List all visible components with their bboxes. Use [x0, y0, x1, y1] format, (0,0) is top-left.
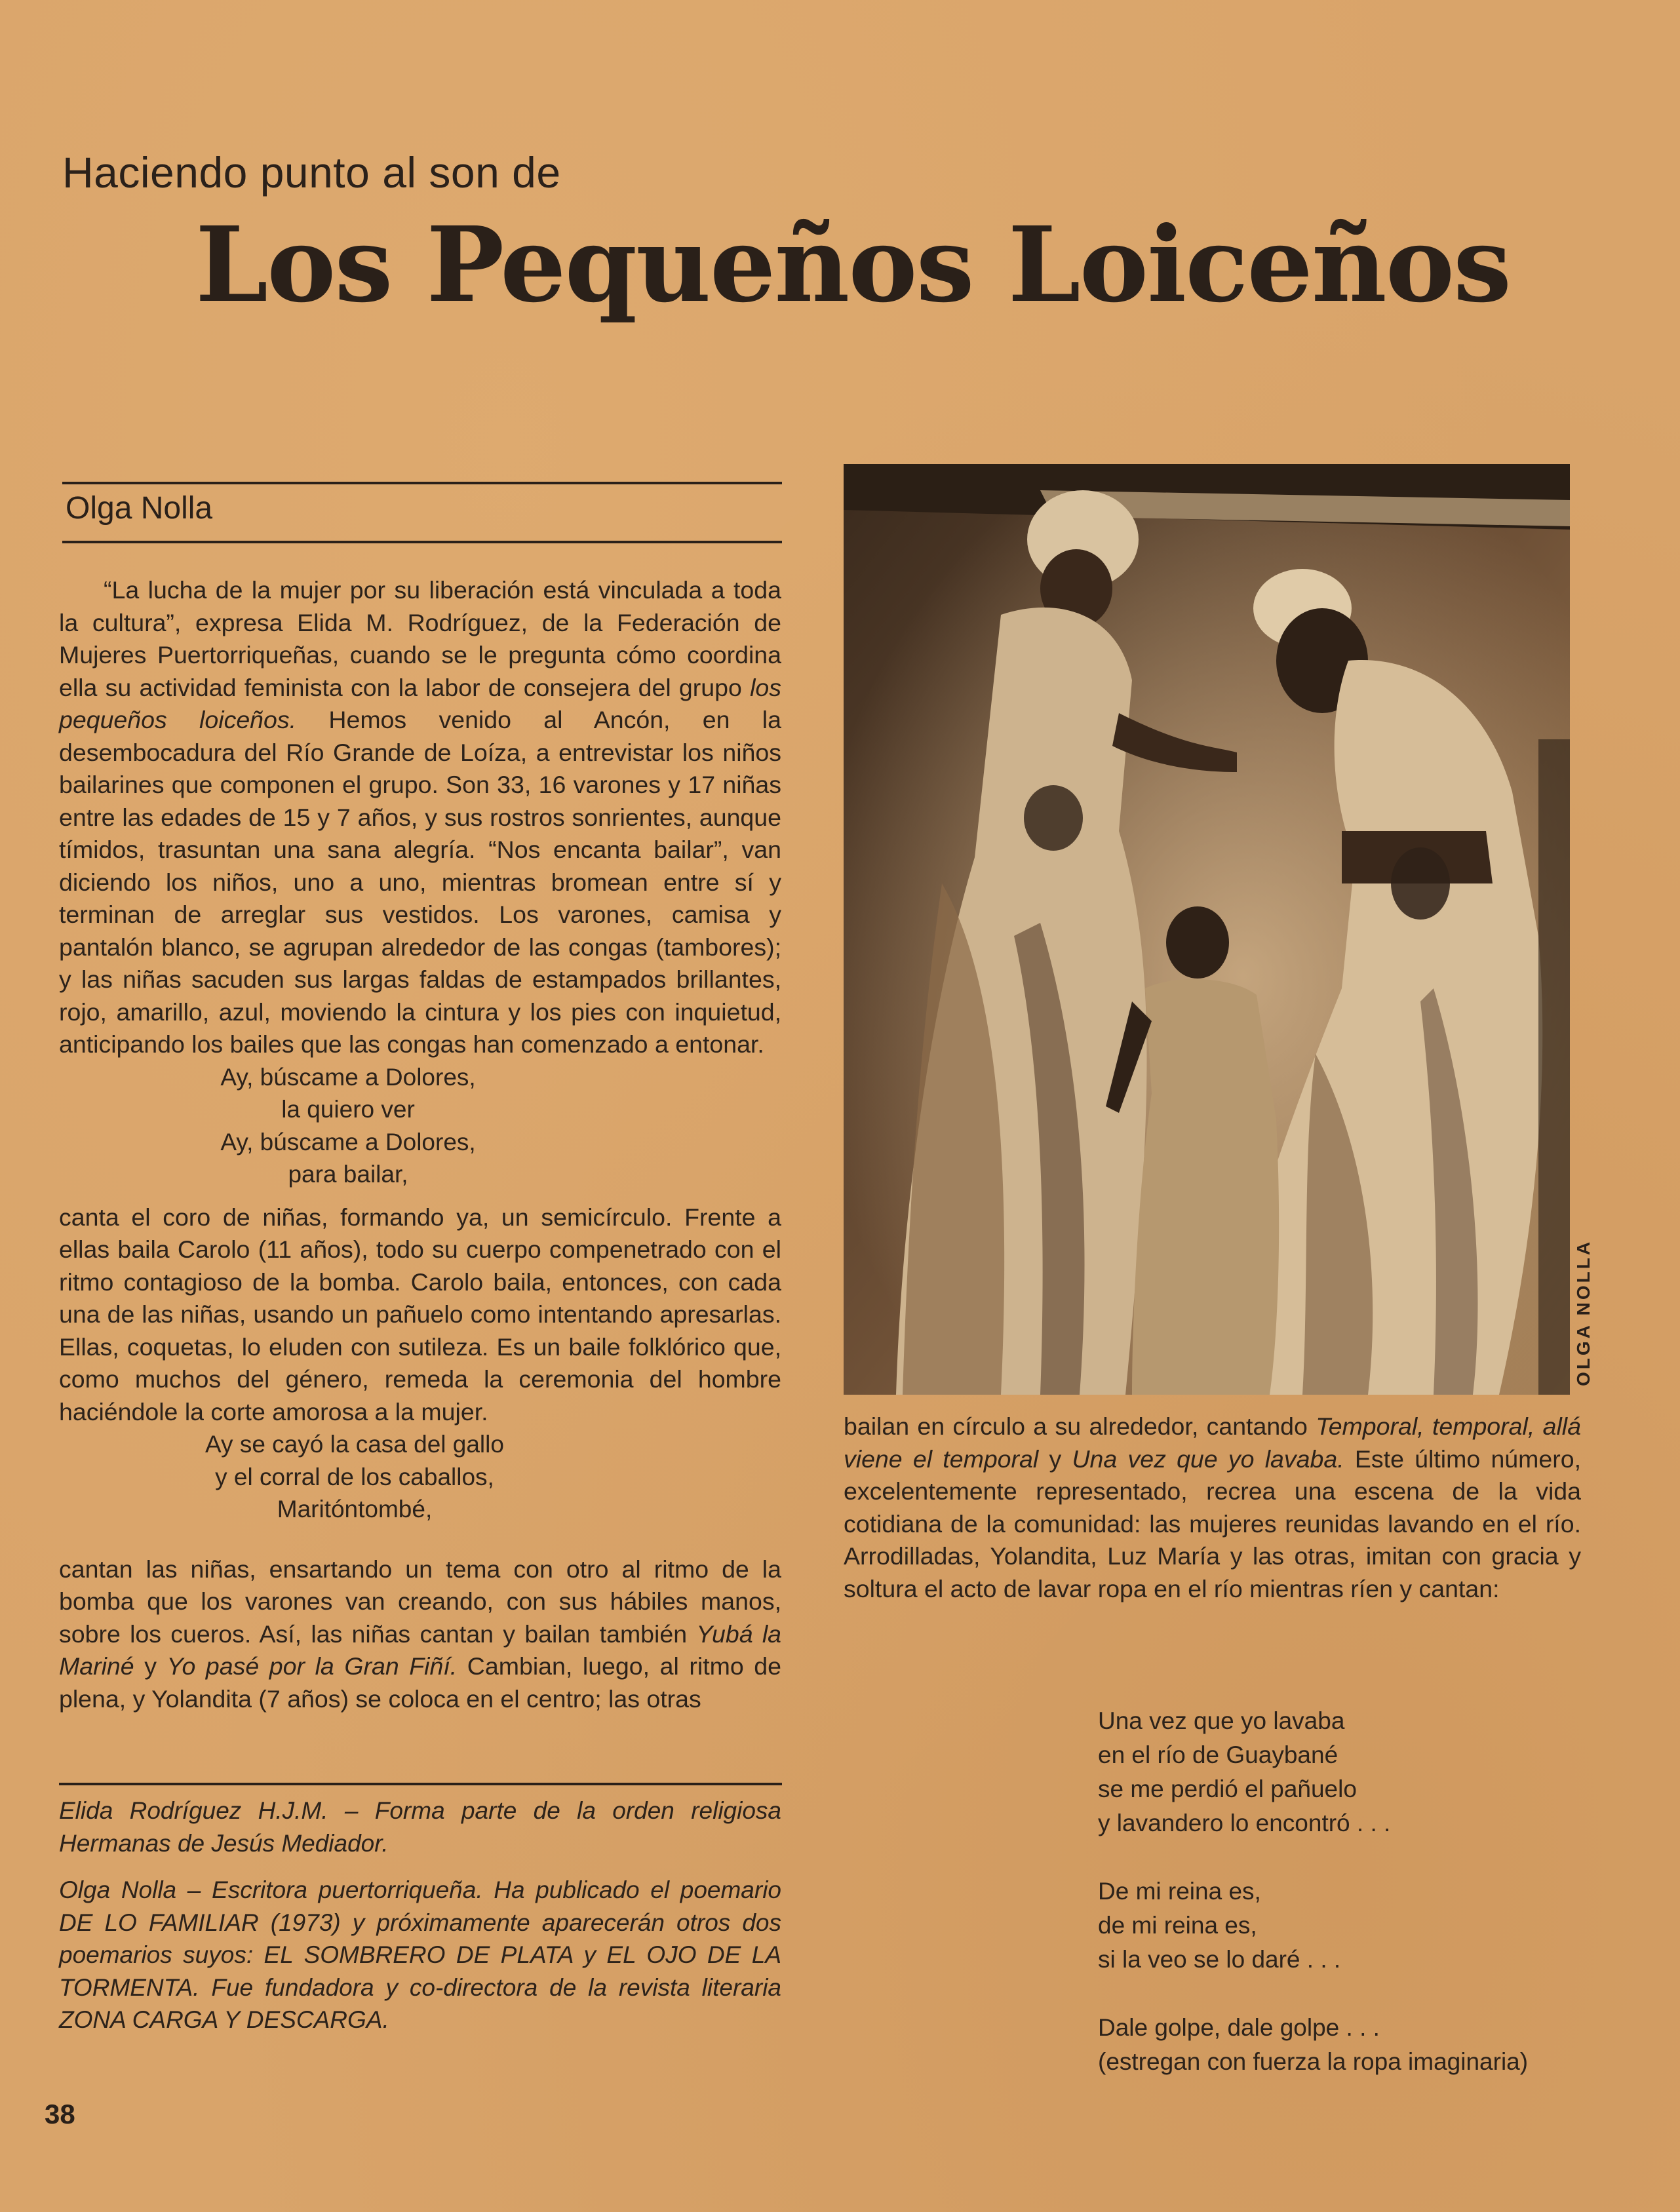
poem-stanza-1: Una vez que yo lavaba en el río de Guaybané se me perdió el pañuelo y lavandero lo encontró . . . — [1098, 1707, 1391, 1836]
note-olga: Olga Nolla – Escritora puertorriqueña. Ha publicado el poemario DE LO FAMILIAR (1973) y próximamente aparecerán otros dos poemarios suyos: EL SOMBRERO DE PLATA y EL OJO DE LA TORMENTA. Fue fundadora y co-directora de la revista literaria ZONA CARGA Y DESCARGA. — [59, 1876, 781, 2033]
author-rule-top — [62, 482, 782, 484]
photo-credit: OLGA NOLLA — [1573, 1239, 1593, 1386]
article-title: Los Pequeños Loiceños — [195, 204, 1511, 326]
paragraph-2: canta el coro de niñas, formando ya, un semicírculo. Frente a ellas baila Carolo (11 años), todo su cuerpo compenetrado con el ritmo contagioso de la bomba. Carolo baila, entonces, con cada una de las niñas, usando un pañuelo como intentando apresarlas. Ellas, coquetas, lo eluden con sutileza. Es un baile folklórico que, como muchos del género, remeda la ceremonia del hombre haciéndole la corte amorosa a la mujer. — [59, 1203, 781, 1426]
dancers-photo — [844, 464, 1570, 1395]
author-rule-bottom — [62, 541, 782, 543]
paragraph-1: “La lucha de la mujer por su liberación está vinculada a toda la cultura”, expresa Elida M. Rodríguez, de la Federación de Mujeres Puertorriqueñas, cuando se le pregunta cómo coordina ella su actividad feminista con la labor de consejera del grupo los pequeños loiceños. Hemos venido al Ancón, en la desembocadura del Río Grande de Loíza, a entrevistar los niños bailarines que componen el grupo. Son 33, 16 varones y 17 niñas entre las edades de 15 y 7 años, y sus rostros sonrientes, aunque tímidos, trasuntan una sana alegría. “Nos encanta bailar”, van diciendo los niños, uno a uno, mientras bromean entre sí y terminan de arreglar sus vestidos. Los varones, camisa y pantalón blanco, se agrupan alrededor de las congas (tambores); y las niñas sacuden sus largas faldas de estampados brillantes, rojo, amarillo, azul, moviendo la cintura y los pies con inquietud, anticipando los bailes que las congas han comenzado a entonar. — [59, 576, 781, 1058]
paragraph-3: cantan las niñas, ensartando un tema con otro al ritmo de la bomba que los varones van creando, con sus hábiles manos, sobre los cueros. Así, las niñas cantan y bailan también Yubá la Mariné y Yo pasé por la Gran Fiñí. Cambian, luego, al ritmo de plena, y Yolandita (7 años) se coloca en el centro; las otras — [59, 1555, 782, 1713]
poem-lavaba — [1098, 1704, 1528, 2113]
notes-rule — [59, 1783, 782, 1785]
right-column — [844, 1410, 1581, 1605]
left-column — [59, 574, 781, 1715]
author-name: Olga Nolla — [66, 491, 213, 526]
paragraph-4: bailan en círculo a su alrededor, cantando Temporal, temporal, allá viene el temporal y Una vez que yo lavaba. Este último número, excelentemente representado, recrea una escena de la vida cotidiana de la comunidad: las mujeres reunidas lavando en el río. Arrodilladas, Yolandita, Luz María y las otras, imitan con gracia y soltura el acto de lavar ropa en el río mientras ríen y cantan: — [844, 1412, 1582, 1602]
poem-stanza-2: De mi reina es, de mi reina es, si la veo se lo daré . . . — [1098, 1878, 1341, 1973]
note-elida: Elida Rodríguez H.J.M. – Forma parte de la orden religiosa Hermanas de Jesús Mediador. — [59, 1797, 781, 1857]
poem-stanza-3: Dale golpe, dale golpe . . . (estregan con fuerza la ropa imaginaria) — [1098, 2014, 1529, 2075]
page-number: 38 — [45, 2099, 75, 2129]
article-kicker: Haciendo punto al son de — [62, 148, 561, 197]
verse-gallo: Ay se cayó la casa del gallo y el corral de los caballos, Maritóntombé, — [205, 1431, 504, 1523]
verse-dolores: Ay, búscame a Dolores, la quiero ver Ay, búscame a Dolores, para bailar, — [220, 1063, 476, 1188]
contributor-notes — [59, 1795, 781, 2051]
